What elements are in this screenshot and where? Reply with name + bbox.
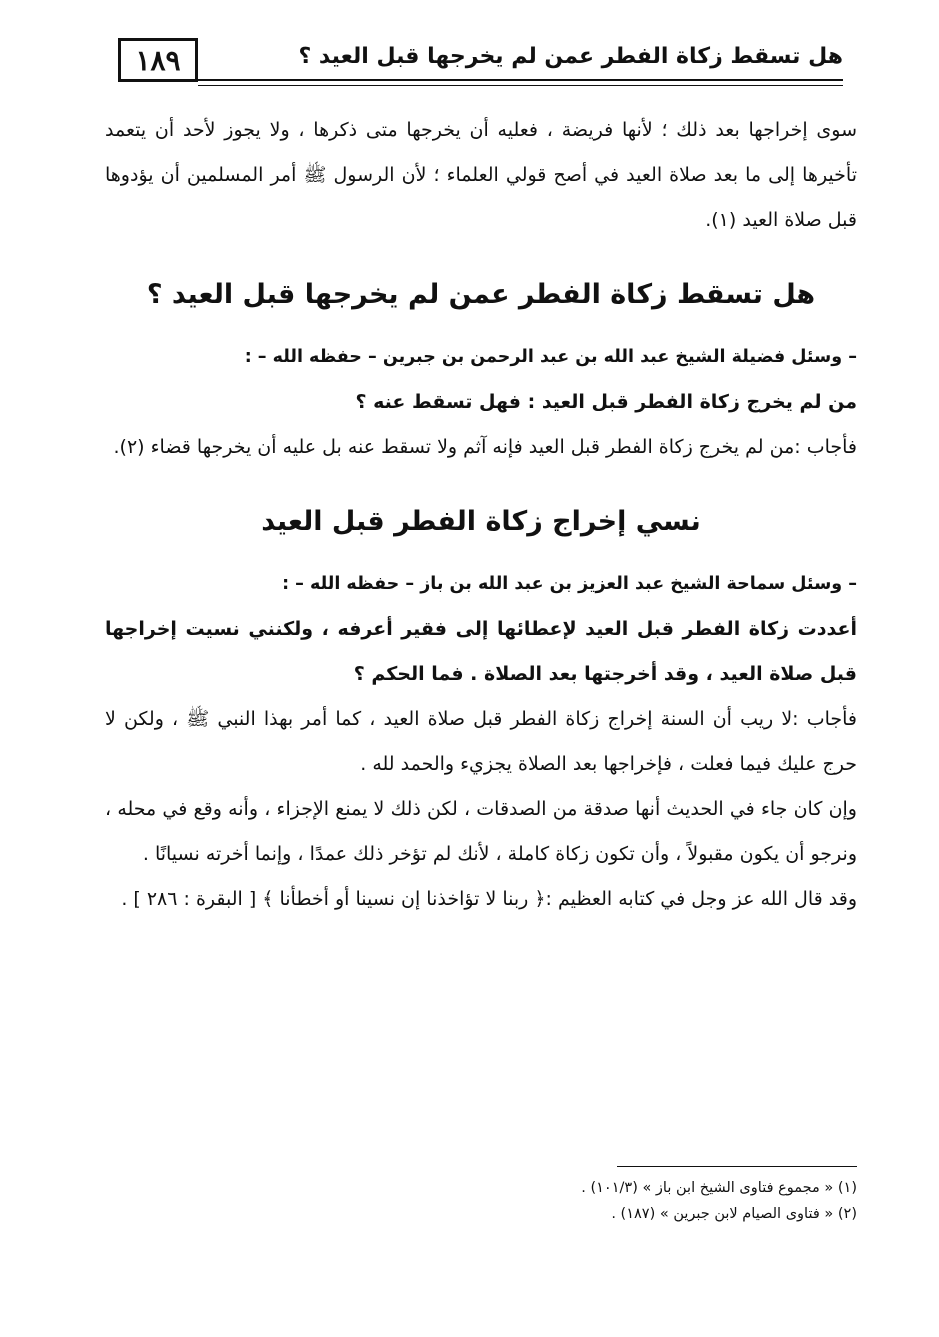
answer-2: فأجاب :لا ريب أن السنة إخراج زكاة الفطر قبل صلاة العيد ، كما أمر بهذا النبي ﷺ ، ولكن لا حرج عليك فيما فعلت ، فإخراجها بعد الصلاة يجزيء والحمد لله . xyxy=(105,708,857,775)
question-intro-1: – وسئل فضيلة الشيخ عبد الله بن عبد الرحمن بن جبرين – حفظه الله – : xyxy=(244,347,857,367)
page-body xyxy=(105,108,857,922)
paragraph-2: وإن كان جاء في الحديث أنها صدقة من الصدقات ، لكن ذلك لا يمنع الإجزاء ، وأنه وقع في محله ، ونرجو أن يكون مقبولاً ، وأن تكون زكاة كاملة ، لأنك لم تؤخر ذلك عمدًا ، وإنما أخرته نسيانًا . xyxy=(105,798,857,865)
page-number-box xyxy=(118,38,198,82)
answer-1: فأجاب :من لم يخرج زكاة الفطر قبل العيد فإنه آثم ولا تسقط عنه بل عليه أن يخرجها قضاء (٢). xyxy=(113,436,857,458)
paragraph-continuation: سوى إخراجها بعد ذلك ؛ لأنها فريضة ، فعليه أن يخرجها متى ذكرها ، ولا يجوز لأحد أن يتعمد تأخيرها إلى ما بعد صلاة العيد في أصح قولي العلماء ؛ لأن الرسول ﷺ أمر المسلمين أن يؤدوها قبل صلاة العيد (١). xyxy=(105,119,857,231)
question-2: أعددت زكاة الفطر قبل العيد لإعطائها إلى فقير أعرفه ، ولكنني نسيت إخراجها قبل صلاة العيد ، وقد أخرجتها بعد الصلاة . فما الحكم ؟ xyxy=(105,618,857,685)
footnotes xyxy=(105,1166,857,1227)
page-header xyxy=(118,38,843,88)
question-1: من لم يخرج زكاة الفطر قبل العيد : فهل تسقط عنه ؟ xyxy=(355,391,857,413)
paragraph-3: وقد قال الله عز وجل في كتابه العظيم :﴿ ربنا لا تؤاخذنا إن نسينا أو أخطأنا ﴾ [ البقرة : ٢٨٦ ] . xyxy=(121,888,857,910)
section-heading-2: نسي إخراج زكاة الفطر قبل العيد xyxy=(261,506,701,537)
footnote-2: (٢) « فتاوى الصيام لابن جبرين » (١٨٧) . xyxy=(611,1206,857,1222)
header-rule xyxy=(198,79,843,86)
section-heading-1: هل تسقط زكاة الفطر عمن لم يخرجها قبل العيد ؟ xyxy=(146,279,816,310)
question-intro-2: – وسئل سماحة الشيخ عبد العزيز بن عبد الله بن باز – حفظه الله – : xyxy=(282,574,857,594)
page-number: ١٨٩ xyxy=(135,43,181,77)
footnote-rule xyxy=(617,1166,857,1167)
running-title: هل تسقط زكاة الفطر عمن لم يخرجها قبل العيد ؟ xyxy=(298,44,843,69)
footnote-1: (١) « مجموع فتاوى الشيخ ابن باز » (١٠١/٣) . xyxy=(581,1180,857,1196)
